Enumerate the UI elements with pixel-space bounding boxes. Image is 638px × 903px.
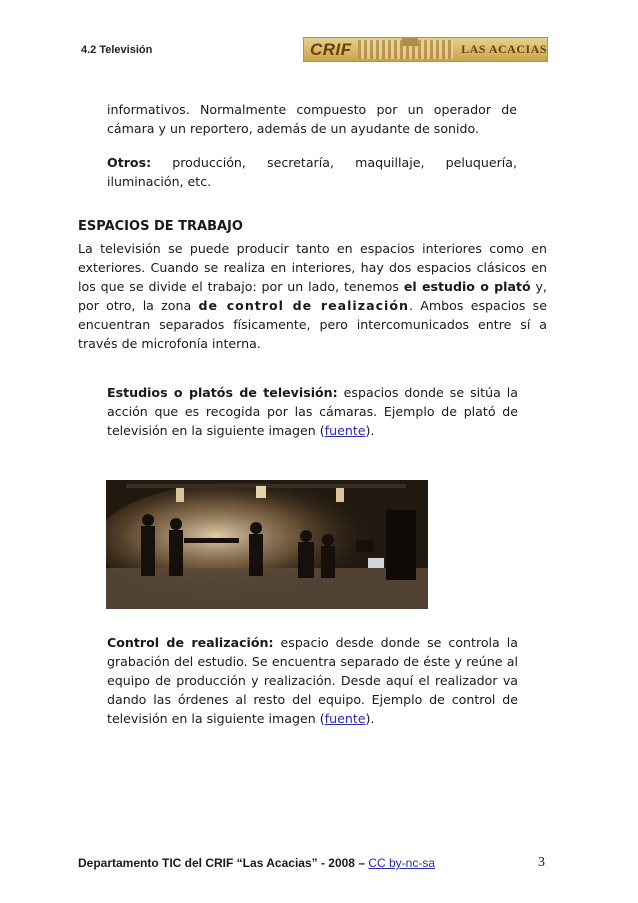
otros-label: Otros:: [107, 155, 152, 170]
otros-text-2: iluminación, etc.: [107, 174, 212, 189]
control-text: espacio desde donde se controla la grabación del estudio. Se encuentra separado de éste y reúne al equipo de producción y realización. Desde aquí el realizador va dando las órdenes al resto del equipo. Ejemplo de control de televisión en la siguiente imagen (: [107, 635, 518, 726]
estudios-source-link[interactable]: fuente: [324, 423, 366, 438]
estudios-paragraph: [107, 383, 518, 440]
control-source-link[interactable]: fuente: [324, 711, 366, 726]
intro-line-1: informativos. Normalmente compuesto por un operador de: [107, 102, 517, 117]
control-label: Control de realización:: [107, 635, 274, 650]
espacios-text-3: . Ambos espacios se encuentran separados físicamente, pero intercomunicados entre sí a través de microfonía interna.: [78, 298, 547, 351]
otros-line-1: [107, 153, 517, 172]
espacios-text-1: La televisión se puede producir tanto en espacios interiores como en exteriores. Cuando se realiza en interiores, hay dos espacios clásicos en los que se divide el trabajo: por un lado, tenemos: [78, 241, 547, 294]
building-icon: [358, 40, 453, 59]
tv-studio-illustration: [106, 480, 428, 609]
intro-line-2: cámara y un reportero, además de un ayudante de sonido.: [107, 121, 480, 136]
control-end: ).: [365, 711, 375, 726]
crif-logo: [303, 37, 548, 62]
logo-left-text: CRIF: [310, 39, 352, 59]
estudios-end: ).: [365, 423, 375, 438]
intro-paragraph: [107, 100, 517, 138]
estudios-label: Estudios o platós de televisión:: [107, 385, 338, 400]
page-number: 3: [538, 855, 545, 870]
espacios-text-2: y, por otro, la zona: [78, 279, 547, 313]
section-heading: ESPACIOS DE TRABAJO: [78, 219, 243, 234]
footer-text: Departamento TIC del CRIF “Las Acacias” - 2008 –: [78, 856, 369, 870]
page-header-title: 4.2 Televisión: [81, 44, 153, 56]
espacios-paragraph: [78, 239, 547, 353]
logo-right-text: LAS ACACIAS: [461, 42, 547, 56]
tv-studio-photo: [106, 480, 428, 609]
page-footer: [78, 856, 558, 870]
espacios-bold-1: el estudio o plató: [403, 279, 531, 294]
otros-paragraph: [107, 153, 517, 191]
license-link[interactable]: CC by-nc-sa: [368, 856, 436, 870]
estudios-text: espacios donde se sitúa la acción que es recogida por las cámaras. Ejemplo de plató de televisión en la siguiente imagen (: [107, 385, 518, 438]
espacios-bold-2: de control de realización: [198, 298, 409, 313]
otros-text-1: producción, secretaría, maquillaje, peluquería,: [172, 155, 517, 170]
control-paragraph: [107, 633, 518, 728]
